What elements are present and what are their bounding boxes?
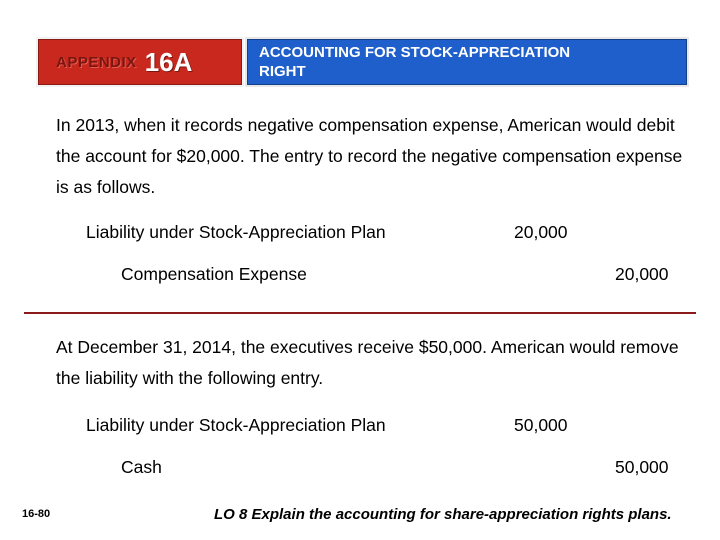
entry2-credit-account: Cash [121, 457, 162, 477]
appendix-label: APPENDIX [56, 53, 137, 71]
entry1-debit-amount: 20,000 [514, 222, 568, 242]
entry1-debit-account: Liability under Stock-Appreciation Plan [86, 222, 386, 242]
appendix-badge [36, 37, 244, 87]
entry2-credit-amount: 50,000 [615, 457, 669, 477]
entry1-credit-amount: 20,000 [615, 264, 669, 284]
paragraph-payment: At December 31, 2014, the executives receive $50,000. American would remove the liability with the following entry. [56, 337, 679, 388]
entry2-debit-amount: 50,000 [514, 415, 568, 435]
learning-objective: LO 8 Explain the accounting for share-appreciation rights plans. [214, 506, 672, 523]
appendix-number: 16A [144, 46, 193, 77]
slide-title-line1: ACCOUNTING FOR STOCK-APPRECIATION [259, 44, 571, 61]
slide-title-line2: RIGHT [259, 63, 306, 80]
slide-number: 16-80 [22, 508, 51, 520]
entry2-debit-account: Liability under Stock-Appreciation Plan [86, 415, 386, 435]
entry1-credit-account: Compensation Expense [121, 264, 307, 284]
section-divider [24, 312, 696, 314]
slide-title [245, 37, 689, 87]
paragraph-negative-expense: In 2013, when it records negative compensation expense, American would debit the account for $20,000. The entry to record the negative compensation expense is as follows. [56, 115, 683, 197]
